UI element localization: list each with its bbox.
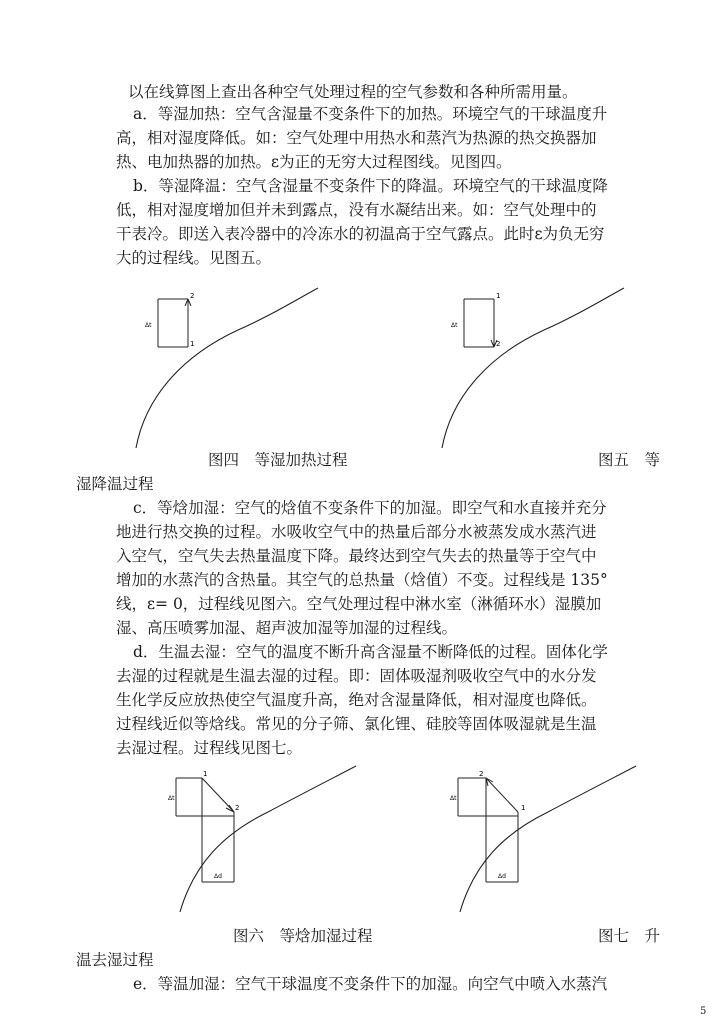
point-1-label: 1	[496, 292, 501, 300]
delta-t-label: Δt	[145, 322, 152, 329]
para-a-line-1: a．等湿加热：空气含湿量不变条件下的加热。环境空气的干球温度升	[133, 105, 608, 123]
para-c-line-3: 入空气，空气失去热量温度下降。最终达到空气失去的热量等于空气中	[116, 547, 597, 565]
figure-5-caption: 图五 等	[598, 451, 661, 469]
para-c-line-6: 湿、高压喷雾加湿、超声波加湿等加湿的过程线。	[116, 619, 458, 637]
para-d-line-4: 过程线近似等焓线。常见的分子筛、氯化锂、硅胶等固体吸湿就是生温	[116, 715, 597, 733]
para-b-line-4: 大的过程线。见图五。	[116, 249, 272, 267]
para-d-line-5: 去湿过程。过程线见图七。	[116, 739, 303, 757]
delta-t-label: Δt	[450, 795, 457, 802]
para-a-line-2: 高，相对湿度降低。如：空气处理中用热水和蒸汽为热源的热交换器加	[116, 129, 597, 147]
saturation-curve	[442, 288, 624, 448]
para-d-line-1: d．生温去湿：空气的温度不断升高含湿量不断降低的过程。固体化学	[133, 643, 608, 661]
figure-6-diagram	[168, 764, 358, 914]
point-2-label: 2	[190, 292, 195, 300]
figure-4-caption: 图四 等湿加热过程	[208, 451, 348, 469]
para-d-line-2: 去湿的过程就是生温去湿的过程。即：固体吸湿剂吸收空气中的水分发	[116, 667, 597, 685]
figure-7-caption: 图七 升	[598, 927, 661, 945]
intro-line-1: 以在线算图上查出各种空气处理过程的空气参数和各种所需用量。	[128, 83, 578, 101]
point-2-label: 2	[479, 770, 484, 778]
figure-6-caption: 图六 等焓加湿过程	[233, 927, 373, 945]
page-number: 5	[700, 1006, 707, 1017]
para-a-line-3: 热、电加热器的加热。ε为正的无穷大过程图线。见图四。	[116, 153, 512, 171]
delta-t-label: Δt	[168, 795, 175, 802]
para-e-line-1: e．等温加湿：空气干球温度不变条件下的加湿。向空气中喷入水蒸汽	[133, 975, 608, 993]
para-c-line-5: 线，ε= 0，过程线见图六。空气处理过程中淋水室（淋循环水）湿膜加	[116, 595, 602, 613]
figure-4-diagram	[136, 284, 326, 449]
process-line	[486, 778, 518, 812]
delta-d-label: Δd	[498, 873, 506, 880]
saturation-curve	[136, 288, 318, 448]
para-b-line-2: 低，相对湿度增加但并未到露点，没有水凝结出来。如：空气处理中的	[116, 201, 597, 219]
figure-5-diagram	[442, 284, 632, 449]
para-b-line-3: 干表冷。即送入表冷器中的冷冻水的初温高于空气露点。此时ε为负无穷	[116, 225, 605, 243]
saturation-curve	[180, 766, 356, 912]
point-1-label: 1	[190, 340, 195, 348]
figure-5-caption-continued: 湿降温过程	[76, 475, 154, 493]
point-2-label: 2	[496, 340, 501, 348]
para-c-line-4: 增加的水蒸汽的含热量。其空气的总热量（焓值）不变。过程线是 135°	[116, 571, 608, 589]
para-d-line-3: 生化学反应放热使空气温度升高，绝对含湿量降低，相对湿度也降低。	[116, 691, 597, 709]
process-line	[202, 778, 234, 812]
point-1-label: 1	[203, 770, 208, 778]
figure-7-caption-continued: 温去湿过程	[76, 951, 154, 969]
point-1-label: 1	[521, 804, 526, 812]
point-2-label: 2	[235, 804, 240, 812]
delta-t-label: Δt	[451, 322, 458, 329]
para-c-line-1: c．等焓加湿：空气的焓值不变条件下的加湿。即空气和水直接并充分	[133, 499, 607, 517]
para-b-line-1: b．等湿降温：空气含湿量不变条件下的降温。环境空气的干球温度降	[133, 177, 608, 195]
para-c-line-2: 地进行热交换的过程。水吸收空气中的热量后部分水被蒸发成水蒸汽进	[116, 523, 597, 541]
delta-d-label: Δd	[214, 873, 222, 880]
figure-7-diagram	[448, 764, 638, 914]
